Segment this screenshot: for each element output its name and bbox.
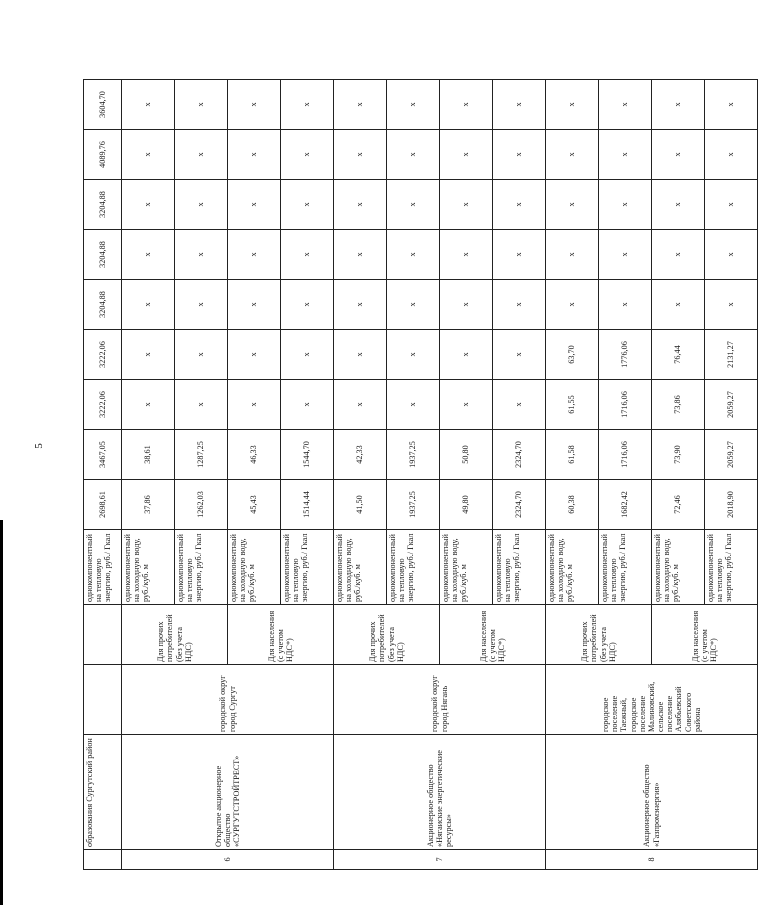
tariff-type-cell: однокомпонентный на тепловую энергию, руб./ Гкал: [387, 530, 440, 605]
organization-cell: Открытое акционерное общество «СУРГУТСТРОЙТРЕСТ»: [122, 735, 334, 850]
consumer-category-cell: Для прочих потребителей (без учета НДС): [334, 605, 440, 665]
tariff-value-cell: x: [652, 280, 705, 330]
tariff-value-cell: x: [334, 180, 387, 230]
tariff-value-cell: x: [334, 380, 387, 430]
tariff-value-cell: x: [281, 280, 334, 330]
tariff-value-cell: 1514,44: [281, 480, 334, 530]
tariff-value-cell: x: [334, 280, 387, 330]
tariff-value-cell: x: [493, 380, 546, 430]
tariff-value-cell: x: [705, 130, 758, 180]
tariff-value-cell: x: [228, 230, 281, 280]
tariff-value-cell: 60,38: [546, 480, 599, 530]
tariff-value-cell: x: [493, 330, 546, 380]
tariff-value-cell: x: [546, 130, 599, 180]
tariff-value-cell: x: [493, 230, 546, 280]
tariff-value-cell: x: [546, 80, 599, 130]
tariff-type-cell: однокомпонентный на холодную воду, руб./куб. м: [122, 530, 175, 605]
tariff-value-cell: x: [440, 80, 493, 130]
tariff-value-cell: x: [387, 80, 440, 130]
tariff-value-cell: x: [546, 280, 599, 330]
tariff-value-cell: x: [387, 180, 440, 230]
tariff-value-cell: x: [175, 380, 228, 430]
row-number-cell: 6: [122, 850, 334, 870]
tariff-value-cell: x: [546, 230, 599, 280]
table-row: [546, 80, 599, 870]
row-number-cell: [84, 850, 122, 870]
consumer-category-cell: Для населения (с учетом НДС*): [440, 605, 546, 665]
tariff-value-cell: 2324,70: [493, 430, 546, 480]
tariff-type-cell: однокомпонентный на тепловую энергию, руб./ Гкал: [705, 530, 758, 605]
tariff-value-cell: x: [599, 230, 652, 280]
tariff-value-cell: x: [122, 280, 175, 330]
tariff-value-cell: x: [334, 330, 387, 380]
tariff-value-cell: x: [440, 280, 493, 330]
rotated-table-container: [83, 80, 736, 870]
tariff-value-cell: x: [440, 180, 493, 230]
consumer-category-cell: Для населения (с учетом НДС*): [652, 605, 758, 665]
tariff-value-cell: 50,80: [440, 430, 493, 480]
tariff-value-cell: x: [387, 230, 440, 280]
tariff-value-cell: 76,44: [652, 330, 705, 380]
tariff-value-cell: 61,55: [546, 380, 599, 430]
tariff-value-cell: x: [122, 230, 175, 280]
tariff-value-cell: x: [122, 80, 175, 130]
tariff-type-cell: однокомпонентный на тепловую энергию, руб./ Гкал: [599, 530, 652, 605]
tariff-value-cell: 2059,27: [705, 430, 758, 480]
tariff-value-cell: 2698,61: [84, 480, 122, 530]
tariff-value-cell: 38,61: [122, 430, 175, 480]
tariff-value-cell: x: [175, 80, 228, 130]
tariff-value-cell: x: [281, 130, 334, 180]
tariff-value-cell: 73,86: [652, 380, 705, 430]
tariff-value-cell: 3604,70: [84, 80, 122, 130]
tariff-value-cell: 1682,42: [599, 480, 652, 530]
tariff-value-cell: 1937,25: [387, 430, 440, 480]
tariff-value-cell: 3204,88: [84, 180, 122, 230]
tariff-value-cell: x: [228, 280, 281, 330]
tariff-value-cell: 45,43: [228, 480, 281, 530]
tariff-value-cell: x: [493, 180, 546, 230]
table-row: [122, 80, 175, 870]
tariff-value-cell: 3204,88: [84, 230, 122, 280]
tariff-value-cell: x: [175, 130, 228, 180]
tariff-value-cell: 72,46: [652, 480, 705, 530]
tariff-value-cell: x: [228, 180, 281, 230]
tariff-value-cell: x: [705, 180, 758, 230]
tariff-value-cell: 4089,76: [84, 130, 122, 180]
tariff-value-cell: x: [281, 380, 334, 430]
consumer-category-cell: [84, 605, 122, 665]
tariff-value-cell: x: [705, 280, 758, 330]
tariff-value-cell: x: [493, 280, 546, 330]
tariff-value-cell: 3222,06: [84, 380, 122, 430]
scan-edge-bar: [0, 520, 3, 905]
tariff-value-cell: 1262,03: [175, 480, 228, 530]
tariff-value-cell: x: [228, 130, 281, 180]
consumer-category-cell: Для прочих потребителей (без учета НДС): [546, 605, 652, 665]
tariff-value-cell: x: [599, 80, 652, 130]
tariff-value-cell: 2324,70: [493, 480, 546, 530]
organization-cell: Акционерное общество «Газпромэнергия»: [546, 735, 758, 850]
table-row: [84, 80, 122, 870]
tariff-type-cell: однокомпонентный на тепловую энергию, руб./ Гкал: [175, 530, 228, 605]
tariff-value-cell: x: [440, 380, 493, 430]
tariff-value-cell: x: [228, 380, 281, 430]
tariff-type-cell: однокомпонентный на тепловую энергию, руб./ Гкал: [281, 530, 334, 605]
tariff-value-cell: 3222,06: [84, 330, 122, 380]
tariff-value-cell: x: [652, 130, 705, 180]
tariff-value-cell: x: [175, 330, 228, 380]
territory-cell: городской округ город Нягань: [334, 665, 546, 735]
tariff-type-cell: однокомпонентный на холодную воду, руб./куб. м: [546, 530, 599, 605]
tariff-value-cell: x: [228, 330, 281, 380]
tariff-value-cell: x: [599, 280, 652, 330]
tariff-type-cell: однокомпонентный на холодную воду, руб./куб. м: [334, 530, 387, 605]
tariff-value-cell: x: [281, 180, 334, 230]
tariff-value-cell: x: [175, 180, 228, 230]
row-number-cell: 8: [546, 850, 758, 870]
territory-cell: городское поселение Таежный, городское поселение Малиновский, сельское поселение Алябьевский Советского района: [546, 665, 758, 735]
territory-cell: городской округ город Сургут: [122, 665, 334, 735]
organization-cell: образования Сургутский район: [84, 735, 122, 850]
row-number-cell: 7: [334, 850, 546, 870]
tariff-value-cell: x: [599, 130, 652, 180]
consumer-category-cell: Для населения (с учетом НДС*): [228, 605, 334, 665]
tariff-value-cell: 2059,27: [705, 380, 758, 430]
tariff-value-cell: x: [334, 80, 387, 130]
tariff-value-cell: x: [599, 180, 652, 230]
territory-cell: [84, 665, 122, 735]
tariff-type-cell: однокомпонентный на холодную воду, руб./куб. м: [440, 530, 493, 605]
table-row: [334, 80, 387, 870]
tariff-value-cell: 1287,25: [175, 430, 228, 480]
tariff-value-cell: x: [440, 330, 493, 380]
tariff-value-cell: 73,90: [652, 430, 705, 480]
tariff-value-cell: 2018,90: [705, 480, 758, 530]
tariff-value-cell: x: [334, 130, 387, 180]
tariff-value-cell: x: [175, 280, 228, 330]
page-number: 5: [32, 443, 45, 449]
tariff-value-cell: x: [281, 330, 334, 380]
tariff-value-cell: 1776,06: [599, 330, 652, 380]
tariff-value-cell: 49,80: [440, 480, 493, 530]
tariff-value-cell: x: [281, 230, 334, 280]
tariff-value-cell: x: [228, 80, 281, 130]
tariff-value-cell: 41,50: [334, 480, 387, 530]
tariff-value-cell: 63,70: [546, 330, 599, 380]
tariff-value-cell: x: [652, 80, 705, 130]
organization-cell: Акционерное общество «Нягаиские энергетические ресурсы»: [334, 735, 546, 850]
tariff-value-cell: x: [122, 130, 175, 180]
tariff-value-cell: x: [705, 230, 758, 280]
tariff-value-cell: 2131,27: [705, 330, 758, 380]
tariff-value-cell: x: [705, 80, 758, 130]
tariff-value-cell: 61,58: [546, 430, 599, 480]
tariff-value-cell: x: [493, 130, 546, 180]
tariff-value-cell: x: [175, 230, 228, 280]
tariff-value-cell: x: [546, 180, 599, 230]
tariff-value-cell: 46,33: [228, 430, 281, 480]
tariff-value-cell: 42,33: [334, 430, 387, 480]
tariff-value-cell: x: [652, 180, 705, 230]
tariff-value-cell: x: [122, 330, 175, 380]
tariff-value-cell: x: [334, 230, 387, 280]
tariff-value-cell: x: [652, 230, 705, 280]
tariff-value-cell: x: [281, 80, 334, 130]
tariff-value-cell: 37,86: [122, 480, 175, 530]
tariff-value-cell: x: [440, 130, 493, 180]
tariff-value-cell: x: [122, 180, 175, 230]
tariff-value-cell: x: [387, 280, 440, 330]
tariff-value-cell: x: [493, 80, 546, 130]
tariff-value-cell: 3204,88: [84, 280, 122, 330]
tariff-value-cell: x: [440, 230, 493, 280]
tariff-value-cell: x: [387, 130, 440, 180]
tariff-table: [83, 79, 758, 870]
tariff-type-cell: однокомпонентный на тепловую энергию, руб./ Гкал: [493, 530, 546, 605]
tariff-value-cell: 3467,05: [84, 430, 122, 480]
consumer-category-cell: Для прочих потребителей (без учета НДС): [122, 605, 228, 665]
tariff-value-cell: 1716,06: [599, 430, 652, 480]
tariff-value-cell: 1544,70: [281, 430, 334, 480]
tariff-value-cell: 1716,06: [599, 380, 652, 430]
tariff-type-cell: однокомпонентный на холодную воду, руб./куб. м: [652, 530, 705, 605]
tariff-value-cell: x: [387, 330, 440, 380]
tariff-type-cell: однокомпонентный на холодную воду, руб./куб. м: [228, 530, 281, 605]
tariff-value-cell: x: [122, 380, 175, 430]
tariff-value-cell: 1937,25: [387, 480, 440, 530]
tariff-type-cell: однокомпонентный на тепловую энергию, руб./ Гкал: [84, 530, 122, 605]
tariff-value-cell: x: [387, 380, 440, 430]
